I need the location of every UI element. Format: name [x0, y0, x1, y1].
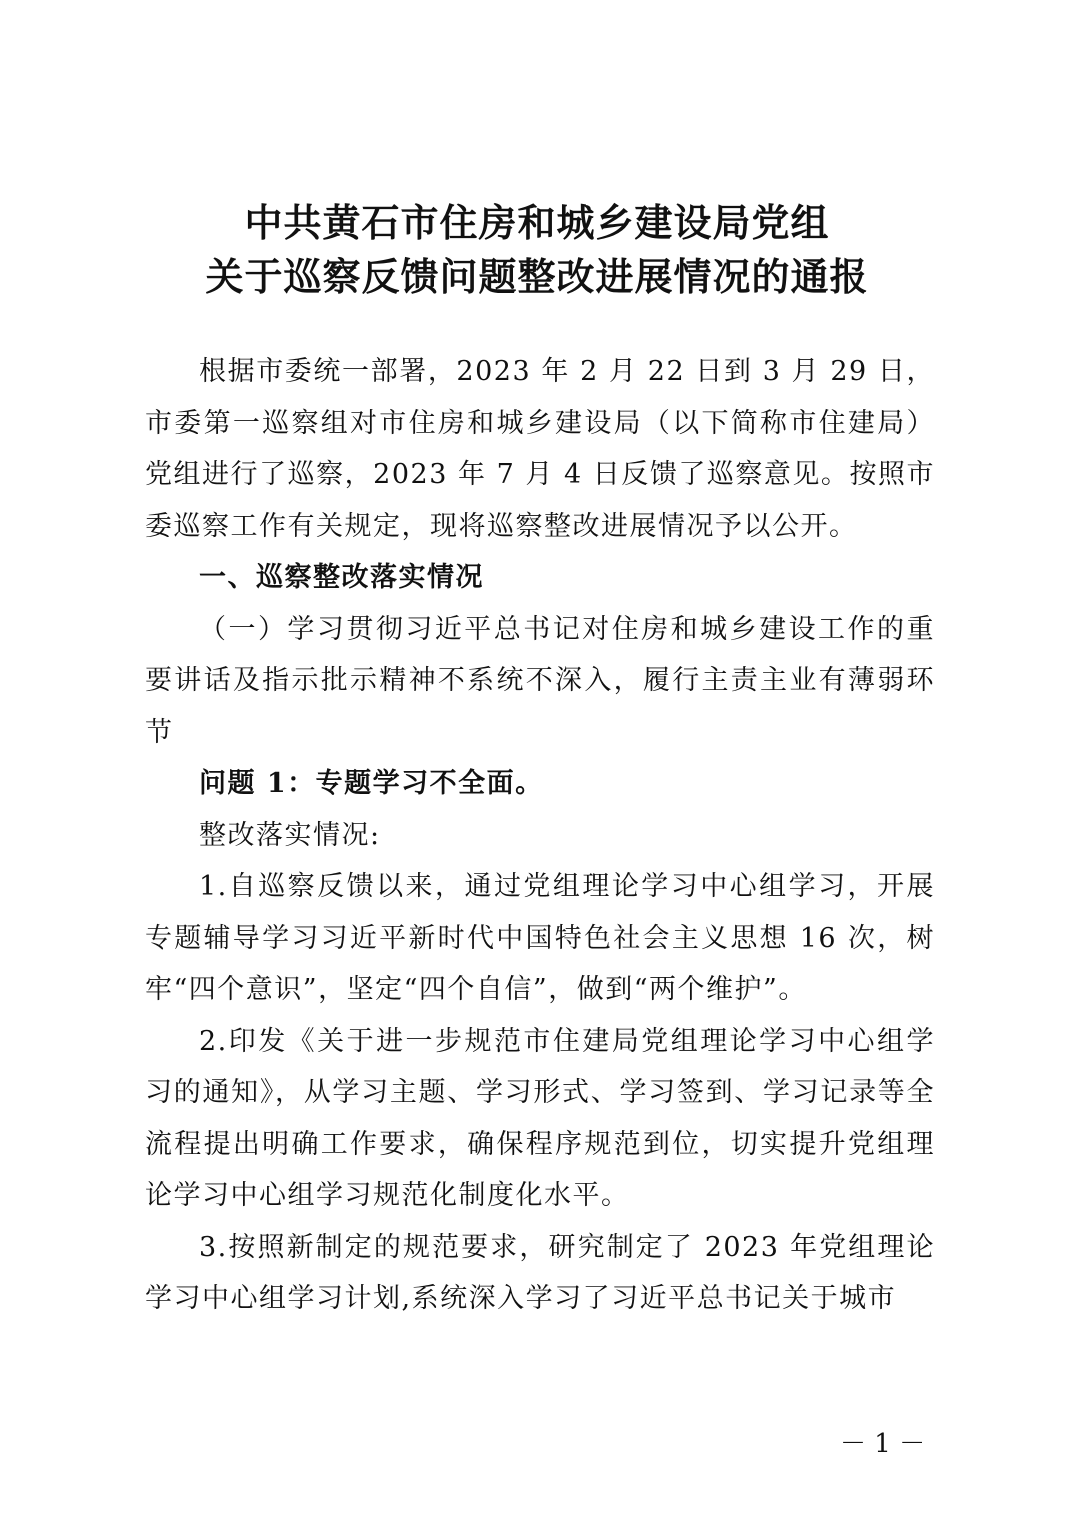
document-body: [145, 346, 935, 1325]
document-title-line-1: 中共黄石市住房和城乡建设局党组: [244, 200, 830, 245]
page-number: － 1 －: [840, 1429, 926, 1459]
intro-paragraph: 根据市委统一部署，2023 年 2 月 22 日到 3 月 29 日，市委第一巡察组对市住房和城乡建设局（以下简称市住建局）党组进行了巡察，2023 年 7 月 4 日反馈了巡察意见。按照市委巡察工作有关规定，现将巡察整改进展情况予以公开。: [145, 356, 935, 542]
rectification-label: 整改落实情况:: [199, 819, 381, 851]
rectification-item-1: 1.自巡察反馈以来，通过党组理论学习中心组学习，开展专题辅导学习习近平新时代中国特色社会主义思想 16 次，树牢“四个意识”，坚定“四个自信”，做到“两个维护”。: [145, 871, 935, 1005]
issue-heading: 问题 1：专题学习不全面。: [199, 768, 544, 799]
document-title-line-2: 关于巡察反馈问题整改进展情况的通报: [205, 254, 869, 299]
subsection-heading: （一）学习贯彻习近平总书记对住房和城乡建设工作的重要讲话及指示批示精神不系统不深入，履行主责主业有薄弱环节: [145, 613, 935, 748]
rectification-item-3: 3.按照新制定的规范要求，研究制定了 2023 年党组理论学习中心组学习计划,系统深入学习了习近平总书记关于城市: [145, 1231, 935, 1314]
section-heading: 一、巡察整改落实情况: [199, 562, 484, 593]
rectification-item-2: 2.印发《关于进一步规范市住建局党组理论学习中心组学习的通知》，从学习主题、学习形式、学习签到、学习记录等全流程提出明确工作要求，确保程序规范到位，切实提升党组理论学习中心组学习规范化制度化水平。: [145, 1025, 935, 1211]
